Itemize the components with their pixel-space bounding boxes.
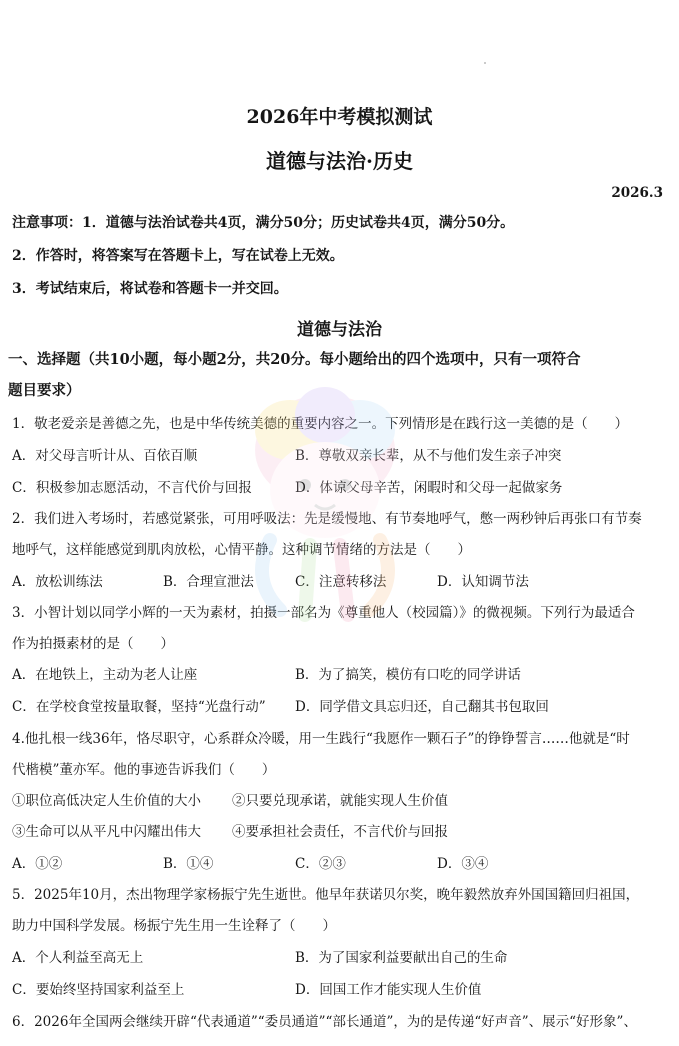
section-title: 道德与法治 bbox=[297, 320, 382, 340]
q5-stem-line-1: 5．2025年10月，杰出物理学家杨振宁先生逝世。他早年获诺贝尔奖，晚年毅然放弃外国国籍回归祖国， bbox=[12, 887, 640, 903]
q4-option-c: C．②③ bbox=[295, 856, 346, 872]
part1-heading: 一、选择题（共10小题，每小题2分，共20分。每小题给出的四个选项中，只有一项符合 bbox=[8, 351, 581, 368]
q1-option-c: C．积极参加志愿活动，不言代价与回报 bbox=[12, 480, 252, 496]
q3-option-c: C．在学校食堂按量取餐，坚持“光盘行动” bbox=[12, 699, 266, 715]
notice-line-2: 2．作答时，将答案写在答题卡上，写在试卷上无效。 bbox=[12, 248, 344, 264]
q5-option-d: D．回国工作才能实现人生价值 bbox=[295, 982, 482, 998]
q4-option-d: D．③④ bbox=[437, 856, 489, 872]
q4-statement-3: ③生命可以从平凡中闪耀出伟大 bbox=[12, 824, 201, 840]
q1-option-b: B．尊敬双亲长辈，从不与他们发生亲子冲突 bbox=[295, 448, 562, 464]
q2-stem-line-2: 地呼气，这样能感觉到肌肉放松，心情平静。这种调节情绪的方法是（ ） bbox=[12, 542, 471, 558]
exam-date: 2026.3 bbox=[611, 185, 663, 201]
notice-line-3: 3．考试结束后，将试卷和答题卡一并交回。 bbox=[12, 281, 288, 297]
q2-stem-line-1: 2．我们进入考场时，若感觉紧张，可用呼吸法：先是缓慢地、有节奏地呼气，憋一两秒钟后再张口有节奏 bbox=[12, 511, 642, 527]
q3-option-a: A．在地铁上，主动为老人让座 bbox=[12, 667, 198, 683]
q2-option-b: B．合理宣泄法 bbox=[163, 574, 254, 590]
exam-subtitle: 道德与法治·历史 bbox=[266, 149, 413, 173]
q4-option-a: A．①② bbox=[12, 856, 63, 872]
q4-statement-1: ①职位高低决定人生价值的大小 bbox=[12, 793, 201, 809]
q2-option-d: D．认知调节法 bbox=[437, 574, 529, 590]
q2-option-c: C．注意转移法 bbox=[295, 574, 387, 590]
q1-option-a: A．对父母言听计从、百依百顺 bbox=[12, 448, 198, 464]
q5-stem-line-2: 助力中国科学发展。杨振宁先生用一生诠释了（ ） bbox=[12, 918, 336, 934]
q3-stem-line-1: 3．小智计划以同学小辉的一天为素材，拍摄一部名为《尊重他人（校园篇）》的微视频。下列行为最适合 bbox=[12, 605, 635, 621]
q3-option-b: B．为了搞笑，模仿有口吃的同学讲话 bbox=[295, 667, 521, 683]
q4-statement-4: ④要承担社会责任，不言代价与回报 bbox=[232, 824, 448, 840]
q3-stem-line-2: 作为拍摄素材的是（ ） bbox=[12, 636, 174, 652]
part1-heading-cont: 题目要求） bbox=[8, 382, 81, 399]
exam-title: 2026年中考模拟测试 bbox=[246, 106, 433, 128]
q5-option-a: A．个人利益至高无上 bbox=[12, 950, 144, 966]
q4-statement-2: ②只要兑现承诺，就能实现人生价值 bbox=[232, 793, 448, 809]
scan-speck bbox=[484, 62, 486, 64]
q4-stem-line-1: 4.他扎根一线36年，恪尽职守，心系群众冷暖，用一生践行“我愿作一颗石子”的铮铮誓言……他就是“时 bbox=[12, 731, 630, 747]
q1-option-d: D．体谅父母辛苦，闲暇时和父母一起做家务 bbox=[295, 480, 563, 496]
q2-option-a: A．放松训练法 bbox=[12, 574, 103, 590]
q4-option-b: B．①④ bbox=[163, 856, 214, 872]
q6-stem-line-1: 6．2026年全国两会继续开辟“代表通道”“委员通道”“部长通道”，为的是传递“好声音”、展示“好形象”、 bbox=[12, 1014, 637, 1030]
q3-option-d: D．同学借文具忘归还，自己翻其书包取回 bbox=[295, 699, 549, 715]
q5-option-b: B．为了国家利益要献出自己的生命 bbox=[295, 950, 508, 966]
q5-option-c: C．要始终坚持国家利益至上 bbox=[12, 982, 185, 998]
q4-stem-line-2: 代楷模”董亦军。他的事迹告诉我们（ ） bbox=[12, 762, 276, 778]
notice-line-1: 注意事项：1．道德与法治试卷共4页，满分50分；历史试卷共4页，满分50分。 bbox=[12, 215, 515, 231]
q1-stem: 1．敬老爱亲是善德之先，也是中华传统美德的重要内容之一。下列情形是在践行这一美德的是（ ） bbox=[12, 416, 629, 432]
